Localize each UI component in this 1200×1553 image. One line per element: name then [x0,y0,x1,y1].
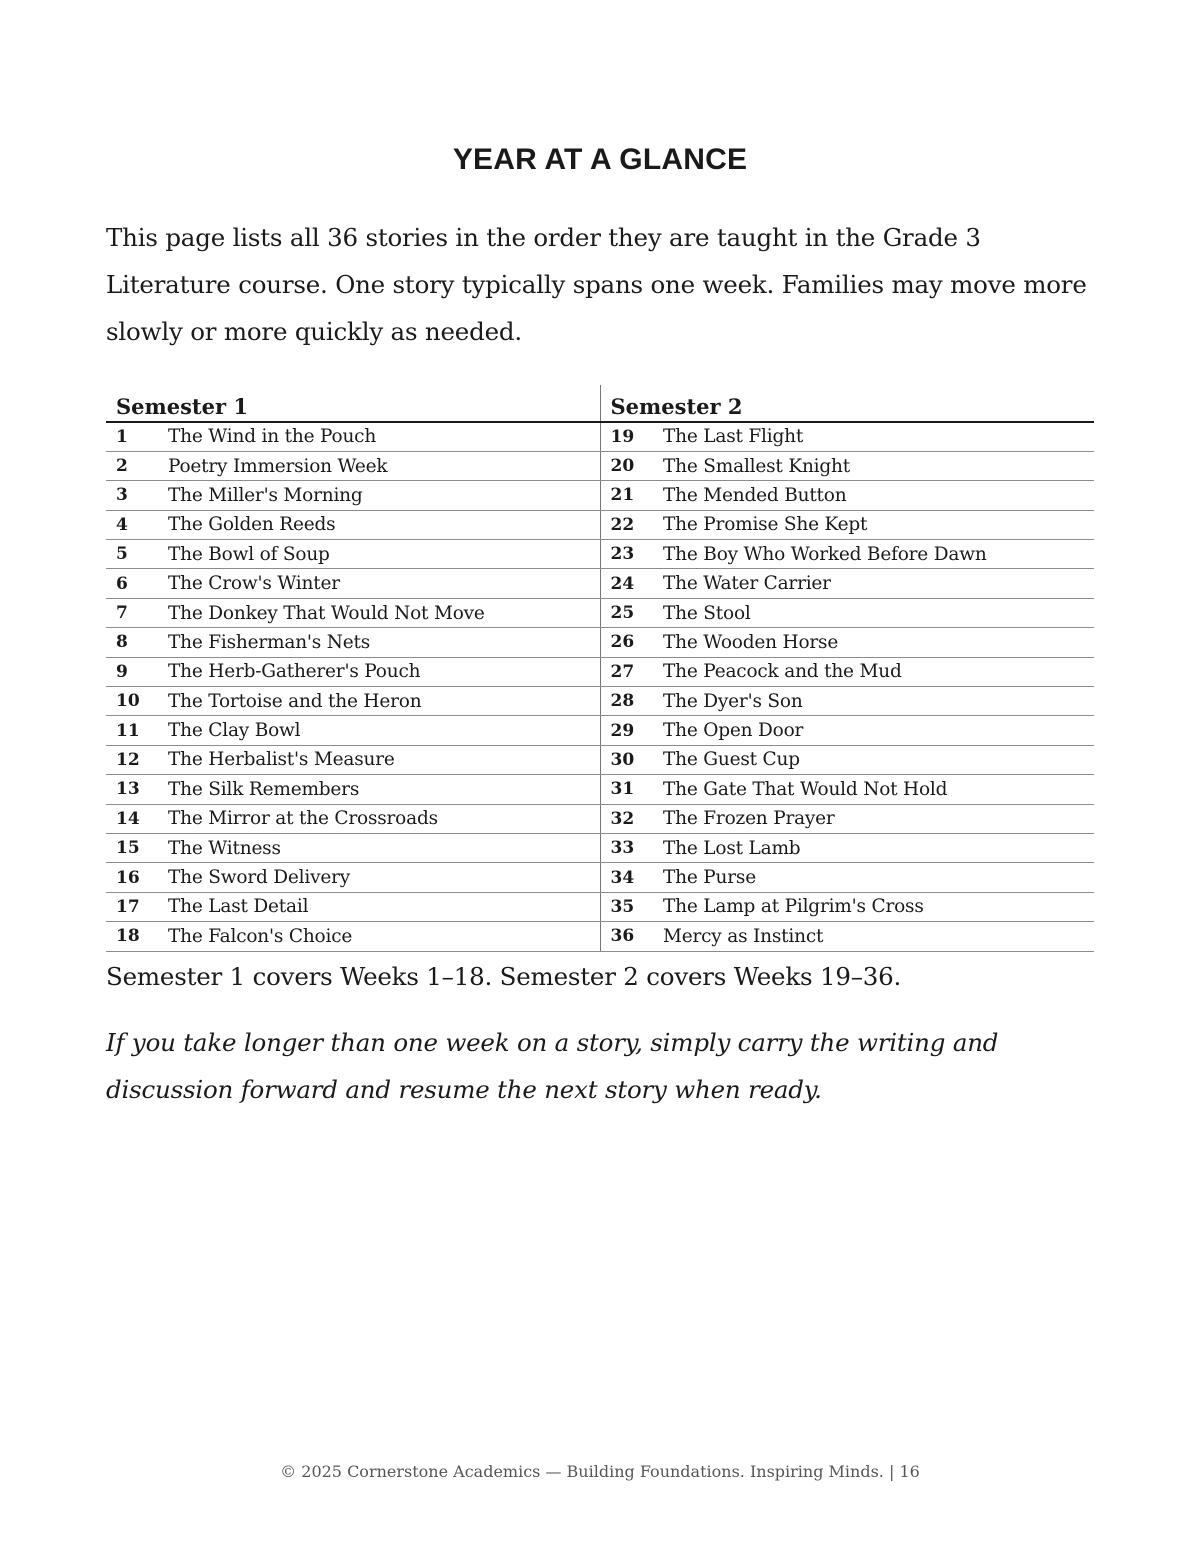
week-number: 12 [106,745,168,774]
table-row [106,804,1094,833]
story-title: The Purse [663,863,1094,892]
week-number: 7 [106,598,168,627]
table-row [106,451,1094,480]
week-number: 24 [600,569,663,598]
week-number: 17 [106,892,168,921]
table-row [106,481,1094,510]
story-title: The Peacock and the Mud [663,657,1094,686]
story-title: The Donkey That Would Not Move [168,598,600,627]
week-number: 34 [600,863,663,892]
story-title: The Crow's Winter [168,569,600,598]
story-title: Poetry Immersion Week [168,451,600,480]
table-row [106,569,1094,598]
table-row [106,892,1094,921]
story-title: The Smallest Knight [663,451,1094,480]
story-title: The Dyer's Son [663,687,1094,716]
week-number: 31 [600,775,663,804]
week-number: 15 [106,833,168,862]
week-number: 33 [600,833,663,862]
week-number: 9 [106,657,168,686]
story-title: The Gate That Would Not Hold [663,775,1094,804]
story-title: The Last Detail [168,892,600,921]
table-row [106,687,1094,716]
table-row [106,745,1094,774]
story-title: The Guest Cup [663,745,1094,774]
story-title: The Silk Remembers [168,775,600,804]
week-number: 11 [106,716,168,745]
week-number: 2 [106,451,168,480]
table-row [106,422,1094,451]
story-title: The Promise She Kept [663,510,1094,539]
page-title: YEAR AT A GLANCE [452,143,748,176]
page-footer: © 2025 Cornerstone Academics — Building Foundations. Inspiring Minds. | 16 [280,1462,920,1481]
week-number: 4 [106,510,168,539]
story-title: The Clay Bowl [168,716,600,745]
story-title: The Mended Button [663,481,1094,510]
week-number: 16 [106,863,168,892]
schedule-table [106,385,1094,952]
week-number: 23 [600,540,663,569]
week-number: 21 [600,481,663,510]
story-title: The Last Flight [663,422,1094,451]
week-number: 5 [106,540,168,569]
week-number: 32 [600,804,663,833]
table-row [106,863,1094,892]
week-number: 1 [106,422,168,451]
story-title: The Golden Reeds [168,510,600,539]
story-title: The Miller's Morning [168,481,600,510]
table-row [106,775,1094,804]
week-number: 14 [106,804,168,833]
schedule-body [106,422,1094,951]
story-title: The Falcon's Choice [168,922,600,951]
week-number: 3 [106,481,168,510]
table-row [106,598,1094,627]
story-title: The Lost Lamb [663,833,1094,862]
story-title: The Herbalist's Measure [168,745,600,774]
story-title: The Sword Delivery [168,863,600,892]
story-title: The Frozen Prayer [663,804,1094,833]
semester-summary: Semester 1 covers Weeks 1–18. Semester 2 covers Weeks 19–36. [106,962,902,991]
schedule-header-row [106,385,1094,422]
story-title: The Open Door [663,716,1094,745]
story-title: Mercy as Instinct [663,922,1094,951]
story-title: The Herb-Gatherer's Pouch [168,657,600,686]
week-number: 26 [600,628,663,657]
table-row [106,657,1094,686]
week-number: 28 [600,687,663,716]
week-number: 6 [106,569,168,598]
week-number: 13 [106,775,168,804]
week-number: 36 [600,922,663,951]
table-row [106,628,1094,657]
intro-paragraph: This page lists all 36 stories in the order they are taught in the Grade 3 Literature course. One story typically spans one week. Families may move more slowly or more quickly as needed. [106,223,1087,346]
table-row [106,716,1094,745]
week-number: 25 [600,598,663,627]
story-title: The Lamp at Pilgrim's Cross [663,892,1094,921]
week-number: 30 [600,745,663,774]
story-title: The Stool [663,598,1094,627]
table-row [106,833,1094,862]
week-number: 27 [600,657,663,686]
story-title: The Bowl of Soup [168,540,600,569]
table-row [106,922,1094,951]
semester-2-header: Semester 2 [600,385,1094,422]
story-title: The Mirror at the Crossroads [168,804,600,833]
story-title: The Fisherman's Nets [168,628,600,657]
story-title: The Witness [168,833,600,862]
week-number: 8 [106,628,168,657]
table-row [106,510,1094,539]
story-title: The Tortoise and the Heron [168,687,600,716]
week-number: 22 [600,510,663,539]
semester-1-header: Semester 1 [106,385,600,422]
week-number: 29 [600,716,663,745]
week-number: 20 [600,451,663,480]
week-number: 10 [106,687,168,716]
story-title: The Water Carrier [663,569,1094,598]
story-title: The Wooden Horse [663,628,1094,657]
week-number: 35 [600,892,663,921]
week-number: 19 [600,422,663,451]
story-title: The Boy Who Worked Before Dawn [663,540,1094,569]
pacing-note: If you take longer than one week on a story, simply carry the writing and discussion forward and resume the next story when ready. [106,1028,999,1104]
table-row [106,540,1094,569]
story-title: The Wind in the Pouch [168,422,600,451]
week-number: 18 [106,922,168,951]
